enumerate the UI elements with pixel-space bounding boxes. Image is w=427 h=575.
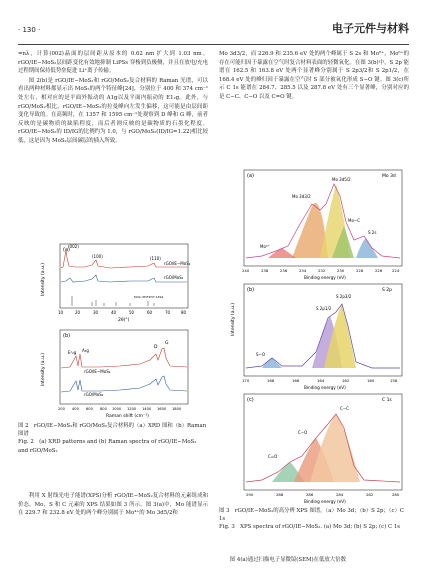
peak-fill-so: [262, 358, 282, 368]
panel-title: Mo 3d: [382, 174, 396, 179]
panel-label: (b): [63, 333, 71, 339]
svg-text:290: 290: [246, 492, 254, 497]
svg-text:170: 170: [242, 378, 250, 383]
x-axis-ticks: [242, 378, 398, 383]
svg-text:1200: 1200: [127, 407, 137, 411]
peak-label: (002): [68, 244, 79, 249]
svg-text:600: 600: [86, 407, 93, 411]
x-axis-label: 2θ(°): [118, 318, 130, 323]
svg-text:20: 20: [75, 310, 81, 315]
legend-item: rGO/MoS₂: [164, 275, 184, 280]
journal-title: 电子元件与材料: [332, 22, 409, 35]
svg-text:1400: 1400: [142, 407, 152, 411]
legend-item: rGO/IE−MoS₂: [164, 261, 191, 266]
peak-label: (100): [92, 254, 103, 259]
raman-plot-frame: [60, 330, 188, 404]
panel-label: (a): [247, 173, 254, 179]
peak-label: Mo⁶⁺: [260, 244, 270, 249]
svg-text:282: 282: [366, 492, 374, 497]
legend-item: rGO/MoS₂: [84, 392, 104, 397]
paragraph: 利用 X 射线光电子能谱(XPS)分析 rGO/IE−MoS₂复合材料的元素组成和价态，Mo、S 和 C 元素的 XPS 结果如图 3 所示。图 3(a)中，Mo 能谱显示在 229.7 和 232.8 eV 处的两个峰分别属于 Mo⁴⁺的 Mo 3d5/2和: [18, 493, 208, 517]
left-column-top: [18, 50, 208, 147]
svg-text:80: 80: [181, 310, 187, 315]
panel-label: (c): [247, 397, 254, 403]
x-axis-label: Binding energy (eV): [304, 385, 346, 390]
peak-annotation: D: [154, 345, 158, 350]
svg-text:200: 200: [58, 407, 65, 411]
peak-label: Mo 3d3/2: [292, 194, 311, 199]
caption-en: Fig. 2 (a) XRD patterns and (b) Raman spectra of rGO/IE−MoS₂ and rGO/MoS₂: [18, 439, 197, 454]
svg-text:162: 162: [342, 378, 350, 383]
peak-label: S 2p3/2: [336, 294, 352, 299]
svg-text:164: 164: [317, 378, 325, 383]
page-number: · 130 ·: [18, 26, 41, 34]
raman-curve-ie: [61, 348, 187, 368]
svg-text:10: 10: [58, 310, 64, 315]
svg-text:240: 240: [242, 268, 250, 273]
svg-text:284: 284: [336, 492, 344, 497]
legend-item: rGO/IE−MoS₂: [84, 369, 111, 374]
paragraph: =nλ，计算(002)晶面的层间距从原本的 0.62 nm 扩大到 1.03 nm。rGO/IE−MoS₂层间距变化有效地抑制 LiPSs 穿梭到负极侧，并且在放电/充电过程期间保持低势垒促进 Li⁺离子传输。: [18, 51, 208, 75]
svg-text:166: 166: [292, 378, 300, 383]
left-column-bottom: [18, 492, 208, 519]
peak-label: C−C: [340, 406, 349, 411]
peak-label: S−O: [256, 352, 266, 357]
svg-text:60: 60: [147, 310, 153, 315]
svg-text:234: 234: [299, 268, 307, 273]
svg-text:160: 160: [367, 378, 375, 383]
x-axis-label: Raman shift (cm⁻¹): [106, 414, 149, 419]
panel-title: C 1s: [382, 398, 392, 403]
svg-text:286: 286: [306, 492, 314, 497]
svg-text:40: 40: [111, 310, 117, 315]
figure-2-caption: [18, 422, 208, 455]
svg-text:400: 400: [72, 407, 79, 411]
panel-label: (b): [247, 287, 255, 293]
y-axis-label: Intensity (a.u.): [41, 263, 46, 296]
svg-text:238: 238: [261, 268, 269, 273]
x-axis-label: Binding energy (eV): [304, 499, 346, 504]
caption-zh: 图 2 rGO/IE−MoS₂和 rGO/MoS₂复合材料的（a）XRD 图和（b）Raman 图谱: [18, 423, 207, 438]
page-header: [18, 20, 409, 45]
svg-text:1600: 1600: [157, 407, 167, 411]
right-column-top: [219, 50, 409, 103]
svg-text:288: 288: [276, 492, 284, 497]
x-axis-ticks: [58, 310, 187, 315]
caption-zh: 图 3 rGO/IE−MoS₂的高分辨 XPS 图谱，（a）Mo 3d；（b）S 2p；（c）C 1s: [219, 508, 405, 523]
svg-text:50: 50: [129, 310, 135, 315]
peak-annotation: G: [165, 341, 169, 346]
figure-3-caption: [219, 507, 409, 532]
x-axis-ticks: [246, 492, 400, 497]
svg-text:1800: 1800: [172, 407, 182, 411]
peak-label: S 2p1/2: [316, 306, 332, 311]
svg-text:236: 236: [280, 268, 288, 273]
peak-annotation: A₁g: [82, 348, 89, 353]
svg-text:226: 226: [375, 268, 383, 273]
paragraph: 图 4(a)通过扫描电子显微镜(SEM)在低放大倍数: [229, 557, 346, 563]
peak-label: C=O: [268, 454, 278, 459]
svg-text:158: 158: [390, 378, 398, 383]
svg-text:800: 800: [100, 407, 107, 411]
caption-en: Fig. 3 XPS spectra of rGO/IE−MoS₂. (a) Mo 3d; (b) S 2p; (c) C 1s: [219, 524, 401, 531]
x-axis-ticks: [58, 407, 182, 411]
legend-item: MoS₂ PDF#37-1492: [134, 295, 164, 299]
peak-label: (110): [150, 256, 161, 261]
svg-text:224: 224: [392, 268, 400, 273]
paragraph: 图 2(b)是 rGO/IE−MoS₂和 rGO/MoS₂复合材料的 Raman 光谱，可以看出两种材料都显示出 MoS₂的两个特征峰[24]，分别位于 400 和 374 cm⁻¹处左右，相对应的是平面外振动的 A1g以及平面内振动的 E1₂g。此外，与 rGO/MoS₂相比，rGO/IE−MoS₂的拉曼峰向左发生偏移，这可能是由层间距变化导致的。在高频时，在 1357 和 1595 cm⁻¹处观察到 D 峰和 G 峰，前者反映的是碳物质的缺陷程度，而后者则反映的是碳物质的石墨化程度。rGO/IE−MoS₂的 ID/IG的比例约为 1.0，与 rGO/MoS₂(ID/IG=1.22)相比较低，这是因为 MoS₂层间碳层的插入所致。: [18, 77, 208, 144]
svg-text:280: 280: [392, 492, 400, 497]
peak-label: S 2s: [368, 230, 377, 235]
y-axis-label: Intensity (a.u.): [231, 303, 236, 336]
right-column-bottom: [219, 556, 409, 566]
peak-fill-mo6: [268, 248, 296, 258]
svg-text:168: 168: [267, 378, 275, 383]
peak-label: Mo 3d5/2: [332, 177, 351, 182]
svg-text:232: 232: [318, 268, 326, 273]
peak-annotation: E¹₂g: [68, 350, 77, 355]
panel-label: (a): [63, 247, 70, 253]
y-axis-label: Intensity (a.u.): [41, 353, 46, 386]
svg-text:30: 30: [93, 310, 99, 315]
panel-title: S 2p: [382, 288, 393, 293]
svg-text:228: 228: [356, 268, 364, 273]
svg-text:230: 230: [337, 268, 345, 273]
x-axis-label: Binding energy (eV): [304, 275, 346, 280]
x-axis-ticks: [242, 268, 400, 273]
figure-3: [232, 166, 410, 506]
paragraph: Mo 3d3/2，而 226.9 和 235.6 eV 处的两个峰属于 S 2s 和 Mo⁶⁺，Mo⁶⁺的存在可能归因于暴露在空气时复合材料表面的轻微氧化。在图 3(b)中，S 2p 能谱在 162.5 和 163.8 eV 处两个显著峰分别属于 S 2p3/2和 S 2p1/2，在 168.4 eV 处的峰归因于暴露在空气时 S 部分被氧化形成 S−O 键。图 3(c)所示 C 1s 能谱在 284.7、285.5 以及 287.8 eV 处有三个显著峰，分别对应的是 C−C、C−O 以及 C=O 键。: [219, 51, 409, 100]
svg-text:70: 70: [165, 310, 171, 315]
peak-label: C−O: [298, 430, 308, 435]
raman-curve-mos2: [61, 376, 187, 392]
peak-label: Mo−C: [348, 218, 361, 223]
figure-2: [30, 236, 210, 418]
svg-text:1000: 1000: [112, 407, 122, 411]
